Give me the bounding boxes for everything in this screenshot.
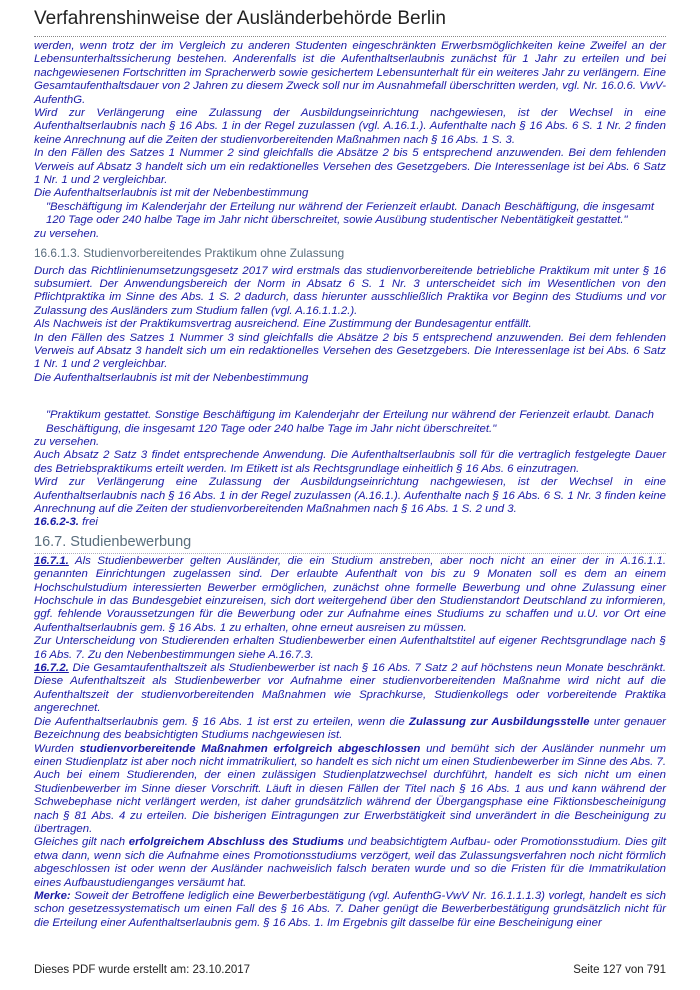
- section-ref: 16.6.2-3.: [34, 516, 79, 529]
- paragraph-text: frei: [78, 516, 98, 529]
- paragraph: In den Fällen des Satzes 1 Nummer 2 sind gleichfalls die Absätze 2 bis 5 entsprechend anzuwenden. Bei dem fehlenden Verweis auf Absatz 3 handelt sich um ein redaktionelles Versehen des Gesetzgebers. Die Interessenlage ist bei Abs. 6 Satz 1 Nr. 1 und 2 vergleichbar.: [34, 147, 666, 187]
- paragraph: Wird zur Verlängerung eine Zulassung der Ausbildungseinrichtung nachgewiesen, ist der Wechsel in eine Aufenthaltserlaubnis nach § 16 Abs. 1 in der Regel zuzulassen (vgl. A.16.1.). Aufenthalte nach § 16 Abs. 6 S. 1 Nr. 2 finden keine Anrechnung auf die Zeiten der studienvorbereitenden Maßnahmen nach § 16 Abs. 1 S. 3.: [34, 107, 666, 146]
- paragraph-text: Soweit der Betroffene lediglich eine Bewerberbestätigung (vgl. AufenthG-VwV Nr. 16.1.1.1.3) vorlegt, handelt es sich schon gesetzessystematisch um einen Fall des § 16 Abs. 7. Daher genügt die Bewerberbestätigung grundsätzlich nicht für die Erteilung einer Aufenthaltserlaubnis gem. § 16 Abs. 1. Im Ergebnis gilt dasselbe für eine Bescheinigung einer: [34, 889, 666, 929]
- paragraph-text: Wurden: [34, 742, 80, 755]
- paragraph-text: unter genauer Bezeichnung des beabsichtigten Studiums nachgewiesen ist.: [34, 715, 666, 742]
- paragraph-text: Gleiches gilt nach: [34, 836, 129, 849]
- emphasis: Merke:: [34, 889, 71, 902]
- paragraph: Durch das Richtlinienumsetzungsgesetz 2017 wird erstmals das studienvorbereitende betriebliche Praktikum mit unter § 16 subsumiert. Der Anwendungsbereich der Norm in Absatz 6 S. 1 Nr. 3 unterscheidet sich im Wesentlichen von den Pflichtpraktika im Sinne des Abs. 1 S. 2 dadurch, dass hierunter ausschließlich Praktika vor Beginn des Studiums und vor Zulassung des Ausländers zum Studium fallen (vgl. A.16.1.1.2.).: [34, 264, 666, 317]
- emphasis: erfolgreichem Abschluss des Studiums: [128, 836, 344, 849]
- creation-date: Dieses PDF wurde erstellt am: 23.10.2017: [34, 964, 251, 976]
- spacer: [34, 385, 666, 409]
- section-heading-16-7: 16.7. Studienbewerbung: [34, 534, 666, 554]
- paragraph: [34, 662, 666, 716]
- page-number: Seite 127 von 791: [573, 964, 666, 976]
- paragraph-text: Die Gesamtaufenthaltszeit als Studienbewerber ist nach § 16 Abs. 7 Satz 2 auf höchstens neun Monate beschränkt. Diese Aufenthaltszeit als Studienbewerber vor Aufnahme einer studienvorbereitenden Maßnahme wird nicht auf die Aufenthaltszeit der studienvorbereitenden Maßnahmen wie Sprachkurse, Studienkollegs oder vorbereitende Praktika angerechnet.: [34, 662, 666, 715]
- paragraph: [34, 555, 666, 635]
- paragraph: [34, 890, 666, 930]
- header-divider: [34, 36, 666, 37]
- paragraph: zu versehen.: [34, 435, 100, 448]
- paragraph: [34, 716, 666, 743]
- quoted-provision: "Praktikum gestattet. Sonstige Beschäftigung im Kalenderjahr der Erteilung nur während der Ferienzeit erlaubt. Danach Beschäftigung, die insgesamt 120 Tage oder 240 halbe Tage im Jahr nicht überschreitet.": [46, 409, 654, 435]
- paragraph: Wird zur Verlängerung eine Zulassung der Ausbildungseinrichtung nachgewiesen, ist der Wechsel in eine Aufenthaltserlaubnis nach § 16 Abs. 1 in der Regel zuzulassen (A.16.1.). Aufenthalte nach § 16 Abs. 6 S. 1 Nr. 3 finden keine Anrechnung auf die Zeiten der studienvorbereitenden Maßnahmen nach § 16 Abs. 1 S. 2 und 3.: [34, 476, 666, 515]
- page-title: Verfahrenshinweise der Ausländerbehörde Berlin: [34, 8, 446, 29]
- paragraph-text: und beabsichtigtem Aufbau- oder Promotionsstudium. Dies gilt etwa dann, wenn sich die Aufnahme eines Promotionsstudiums verzögert, weil das Zulassungsverfahren noch nicht förmlich abgeschlossen ist oder wenn der Ausländer nachweislich falsch beraten wurde und so die Fristen für die Immatrikulation eines Aufbaustudienganges versäumt hat.: [34, 836, 666, 889]
- paragraph-text: Als Studienbewerber gelten Ausländer, die ein Studium anstreben, aber noch nicht an einer der in A.16.1.1. genannten Einrichtungen zugelassen sind. Der erlaubte Aufenthalt von bis zu 9 Monaten soll es dem an einem Hochschulstudium interessierten Bewerber ermöglichen, zunächst ohne formelle Bewerbung und ohne Zulassung einer Hochschule in das Bundesgebiet einzureisen, sich dort weitergehend über den Studienstandort Deutschland zu informieren, ggf. fehlende Voraussetzungen für die Bewerbung oder zur Aufnahme eines Studiums zu schaffen und u.U. vor Ort eine Aufenthaltserlaubnis gem. § 16 Abs. 1 zu erhalten, ohne erneut ausreisen zu müssen.: [34, 554, 666, 634]
- section-link[interactable]: 16.7.1.: [34, 554, 69, 567]
- paragraph: [34, 516, 666, 529]
- section-link[interactable]: 16.7.2.: [34, 662, 69, 675]
- emphasis: studienvorbereitende Maßnahmen erfolgreich abgeschlossen: [79, 742, 421, 755]
- paragraph: Die Aufenthaltserlaubnis ist mit der Nebenbestimmung: [34, 187, 309, 200]
- paragraph-text: und bemüht sich der Ausländer nunmehr um einen Studienplatz ist aber noch nicht immatrikuliert, so handelt es sich nicht um einen Studienbewerber im Sinne des Abs. 7. Auch bei einem Studierenden, der einen zulässigen Studienplatzwechsel durchführt, handelt es sich nicht um einen Studienbewerber im Sinne dieser Vorschrift. Läuft in diesen Fällen der Titel nach § 16 Abs. 1 aus und kann während der Schwebephase nicht verlängert werden, ist daher grundsätzlich während der Übergangsphase eine Fiktionsbescheinigung nach § 81 Abs. 4 zu erteilen. Die bisherigen Eintragungen zur Erwerbstätigkeit sind unverändert in die Bescheinigung zu übertragen.: [34, 742, 666, 835]
- paragraph: [34, 743, 666, 837]
- paragraph: Als Nachweis ist der Praktikumsvertrag ausreichend. Eine Zustimmung der Bundesagentur entfällt.: [34, 318, 532, 331]
- paragraph-text: Die Aufenthaltserlaubnis gem. § 16 Abs. 1 ist erst zu erteilen, wenn die: [34, 715, 410, 728]
- emphasis: Zulassung zur Ausbildungsstelle: [409, 715, 590, 728]
- paragraph: Die Aufenthaltserlaubnis ist mit der Nebenbestimmung: [34, 371, 309, 384]
- paragraph: Auch Absatz 2 Satz 3 findet entsprechende Anwendung. Die Aufenthaltserlaubnis soll für die vertraglich festgelegte Dauer des Betriebspraktikums erteilt werden. Im Etikett ist als Rechtsgrundlage einheitlich § 16 Abs. 6 einzutragen.: [34, 449, 666, 475]
- document-body: [34, 40, 666, 930]
- paragraph: Zur Unterscheidung von Studierenden erhalten Studienbewerber einen Aufenthaltstitel auf eigener Rechtsgrundlage nach § 16 Abs. 7. Zu den Nebenbestimmungen siehe A.16.7.3.: [34, 635, 666, 661]
- paragraph: werden, wenn trotz der im Vergleich zu anderen Studenten eingeschränkten Erwerbsmöglichkeiten keine Zweifel an der Lebensunterhaltssicherung bestehen. Anderenfalls ist die Aufenthaltserlaubnis zunächst für 1 Jahr zu erteilen und bei nachgewiesenen Fortschritten im Spracherwerb sowie gesichertem Lebensunterhalt für ein weiteres Jahr zu verlängern. Eine Gesamtaufenthaltsdauer von 2 Jahren zu diesem Zweck soll nur im Ausnahmefall überschritten werden, vgl. Nr. 16.0.6. VwV-AufenthG.: [34, 40, 666, 106]
- paragraph: In den Fällen des Satzes 1 Nummer 3 sind gleichfalls die Absätze 2 bis 5 entsprechend anzuwenden. Bei dem fehlenden Verweis auf Absatz 3 handelt sich um ein redaktionelles Versehen des Gesetzgebers. Die Interessenlage ist bei Abs. 6 Satz 1 Nr. 1 und 2 vergleichbar.: [34, 331, 666, 371]
- paragraph: [34, 836, 666, 890]
- paragraph: zu versehen.: [34, 227, 100, 240]
- section-heading-16-6-1-3: 16.6.1.3. Studienvorbereitendes Praktikum ohne Zulassung: [34, 246, 345, 261]
- quoted-provision: "Beschäftigung im Kalenderjahr der Erteilung nur während der Ferienzeit erlaubt. Danach Beschäftigung, die insgesamt 120 Tage oder 240 halbe Tage im Jahr nicht überschreitet, sowie Ausübung studentischer Nebentätigkeit gestattet.": [46, 200, 654, 227]
